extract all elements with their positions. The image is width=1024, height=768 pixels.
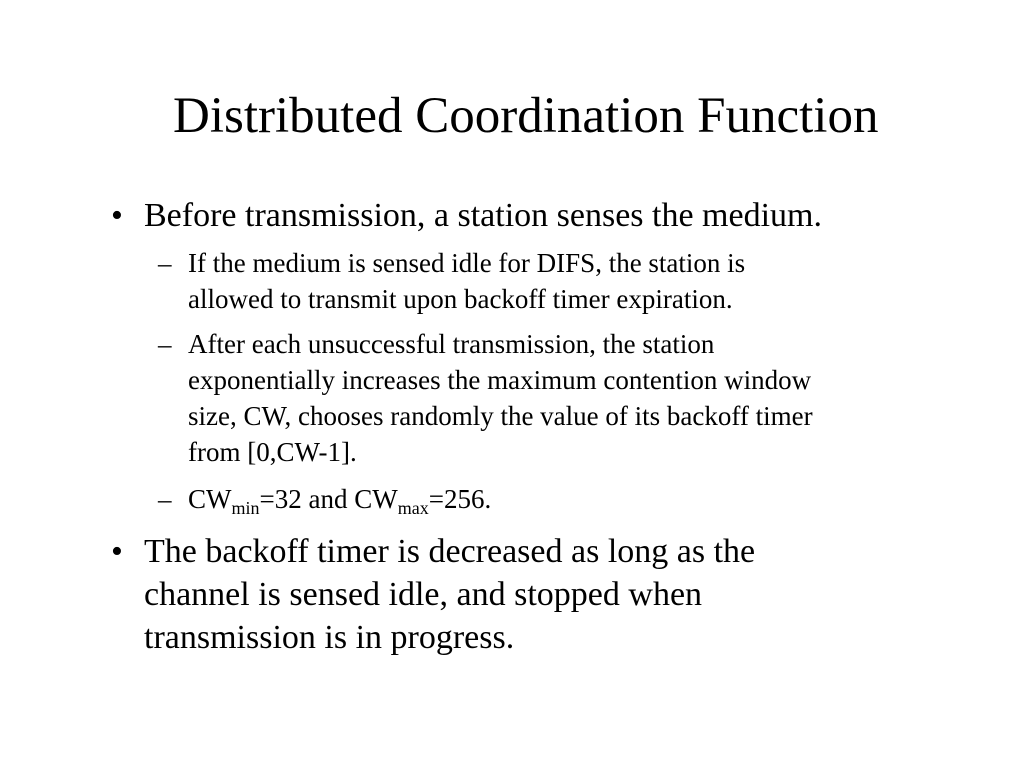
bullet-text: The backoff timer is decreased as long as the <box>144 533 756 570</box>
cw-min-subscript: min <box>231 498 260 518</box>
sub-bullet-line: After each unsuccessful transmission, the station <box>188 329 715 359</box>
sub-bullet-cw-values <box>158 481 492 518</box>
slide-title: Distributed Coordination Function <box>173 88 879 144</box>
sub-bullet-line: allowed to transmit upon backoff timer expiration. <box>188 284 733 314</box>
cw-values-line <box>188 481 491 517</box>
sub-bullet-line: from [0,CW-1]. <box>188 437 357 467</box>
cw-max-subscript: max <box>397 498 429 518</box>
bullet-marker: • <box>111 197 123 234</box>
dash-marker: – <box>158 484 172 514</box>
bullet-backoff-timer <box>111 530 756 659</box>
sub-bullet-line: If the medium is sensed idle for DIFS, the station is <box>188 248 746 278</box>
sub-bullet-line: size, CW, chooses randomly the value of its backoff timer <box>188 401 813 431</box>
bullet-marker: • <box>111 533 123 570</box>
bullet-before-transmission <box>111 194 822 237</box>
bullet-text: Before transmission, a station senses the medium. <box>144 197 822 234</box>
sub-bullet-contention-window <box>158 326 813 470</box>
cw-end-text: =256. <box>428 484 492 514</box>
dash-marker: – <box>158 329 172 359</box>
sub-bullet-difs <box>158 245 746 317</box>
bullet-text: transmission is in progress. <box>144 619 515 656</box>
dash-marker: – <box>158 248 172 278</box>
sub-bullet-line: exponentially increases the maximum contention window <box>188 365 812 395</box>
cw-text: CW <box>188 484 232 514</box>
cw-mid-text: =32 and CW <box>259 484 398 514</box>
bullet-text: channel is sensed idle, and stopped when <box>144 576 703 613</box>
